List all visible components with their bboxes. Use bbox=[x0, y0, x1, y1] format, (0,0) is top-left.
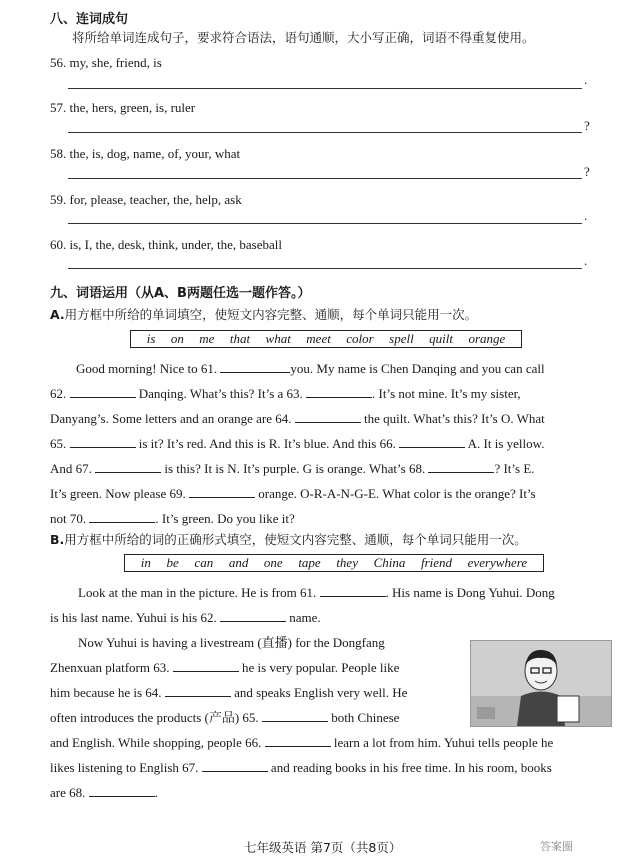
blank-b63[interactable] bbox=[173, 658, 239, 672]
box-word: meet bbox=[306, 331, 331, 346]
box-word: spell bbox=[389, 331, 414, 346]
end-mark-56: . bbox=[584, 72, 588, 87]
passage-line: is his last name. Yuhui is his 62. name. bbox=[50, 610, 321, 625]
answer-line-60[interactable] bbox=[68, 268, 582, 269]
part-a-passage bbox=[50, 356, 604, 531]
section-9-title: 九、词语运用（从A、B两题任选一题作答。） bbox=[50, 286, 311, 301]
end-mark-58: ? bbox=[584, 164, 590, 179]
blank-64[interactable] bbox=[295, 409, 361, 423]
blank-68[interactable] bbox=[428, 459, 494, 473]
box-word: that bbox=[229, 331, 251, 346]
section-8-instruction: 将所给单词连成句子，要求符合语法，语句通顺，大小写正确，词语不得重复使用。 bbox=[72, 30, 535, 45]
answer-line-59[interactable] bbox=[68, 223, 582, 224]
passage-line: It’s green. Now please 69. orange. O-R-A-N-G-E. What color is the orange? It’s bbox=[50, 486, 536, 501]
blank-70[interactable] bbox=[89, 509, 155, 523]
part-a-instruction: A.用方框中所给的单词填空，使短文内容完整、通顺，每个单词只能用一次。 bbox=[50, 307, 478, 322]
blank-b66[interactable] bbox=[265, 733, 331, 747]
passage-line: not 70. . It’s green. Do you like it? bbox=[50, 511, 295, 526]
passage-line: Danyang’s. Some letters and an orange are 64. the quilt. What’s this? It’s O. What bbox=[50, 411, 545, 426]
box-word: quilt bbox=[429, 331, 453, 346]
passage-line: 62. Danqing. What’s this? It’s a 63. . It’s not mine. It’s my sister, bbox=[50, 386, 521, 401]
box-word: is bbox=[146, 331, 156, 346]
cartoon-man-image bbox=[470, 640, 612, 727]
passage-line: likes listening to English 67. and reading books in his free time. In his room, books bbox=[50, 760, 552, 775]
blank-69[interactable] bbox=[189, 484, 255, 498]
box-word: color bbox=[346, 331, 374, 346]
passage-line: him because he is 64. and speaks English very well. He bbox=[50, 685, 408, 700]
box-word: and bbox=[228, 555, 249, 570]
passage-line: and English. While shopping, people 66. learn a lot from him. Yuhui tells people he bbox=[50, 735, 554, 750]
box-word: on bbox=[170, 331, 184, 346]
part-b-instruction: B.用方框中所给的词的正确形式填空，使短文内容完整、通顺，每个单词只能用一次。 bbox=[50, 532, 527, 547]
box-word: friend bbox=[420, 555, 453, 570]
blank-62[interactable] bbox=[70, 384, 136, 398]
question-58: 58. the, is, dog, name, of, your, what bbox=[50, 146, 241, 161]
box-word: be bbox=[166, 555, 179, 570]
passage-line: And 67. is this? It is N. It’s purple. G is orange. What’s 68. ? It’s E. bbox=[50, 461, 535, 476]
passage-line: are 68. . bbox=[50, 785, 158, 800]
part-b-word-box bbox=[124, 554, 544, 572]
box-word: me bbox=[199, 331, 215, 346]
blank-b65[interactable] bbox=[262, 708, 328, 722]
box-word: they bbox=[336, 555, 358, 570]
box-word: tape bbox=[298, 555, 321, 570]
box-word: can bbox=[194, 555, 214, 570]
box-word: China bbox=[373, 555, 406, 570]
part-a-word-box bbox=[130, 330, 522, 348]
passage-line: 65. is it? It’s red. And this is R. It’s blue. And this 66. A. It is yellow. bbox=[50, 436, 545, 451]
end-mark-60: . bbox=[584, 253, 588, 268]
watermark-text: 答案圈 bbox=[540, 840, 573, 853]
question-56: 56. my, she, friend, is bbox=[50, 55, 162, 70]
box-word: everywhere bbox=[467, 555, 528, 570]
blank-61[interactable] bbox=[220, 359, 290, 373]
end-mark-57: ? bbox=[584, 118, 590, 133]
passage-line: Now Yuhui is having a livestream (直播) for the Dongfang bbox=[78, 635, 385, 650]
box-word: what bbox=[265, 331, 291, 346]
blank-67[interactable] bbox=[95, 459, 161, 473]
answer-line-58[interactable] bbox=[68, 178, 582, 179]
box-word: orange bbox=[468, 331, 506, 346]
passage-line: Zhenxuan platform 63. he is very popular. People like bbox=[50, 660, 400, 675]
question-59: 59. for, please, teacher, the, help, ask bbox=[50, 192, 242, 207]
blank-b61[interactable] bbox=[320, 583, 386, 597]
question-57: 57. the, hers, green, is, ruler bbox=[50, 100, 196, 115]
question-60: 60. is, I, the, desk, think, under, the, baseball bbox=[50, 237, 282, 252]
blank-b64[interactable] bbox=[165, 683, 231, 697]
page-footer: 七年级英语 第7页（共8页） bbox=[244, 840, 402, 855]
end-mark-59: . bbox=[584, 208, 588, 223]
answer-line-57[interactable] bbox=[68, 132, 582, 133]
box-word: one bbox=[263, 555, 283, 570]
blank-b67[interactable] bbox=[202, 758, 268, 772]
answer-line-56[interactable] bbox=[68, 88, 582, 89]
blank-63[interactable] bbox=[306, 384, 372, 398]
blank-66[interactable] bbox=[399, 434, 465, 448]
blank-b62[interactable] bbox=[220, 608, 286, 622]
section-8-title: 八、连词成句 bbox=[50, 12, 129, 27]
passage-line: Good morning! Nice to 61. you. My name is Chen Danqing and you can call bbox=[76, 361, 545, 376]
passage-line: often introduces the products (产品) 65. both Chinese bbox=[50, 710, 400, 725]
box-word: in bbox=[140, 555, 151, 570]
passage-line: Look at the man in the picture. He is from 61. . His name is Dong Yuhui. Dong bbox=[78, 585, 555, 600]
blank-b68[interactable] bbox=[89, 783, 155, 797]
blank-65[interactable] bbox=[70, 434, 136, 448]
cartoon-man-icon bbox=[471, 641, 611, 726]
